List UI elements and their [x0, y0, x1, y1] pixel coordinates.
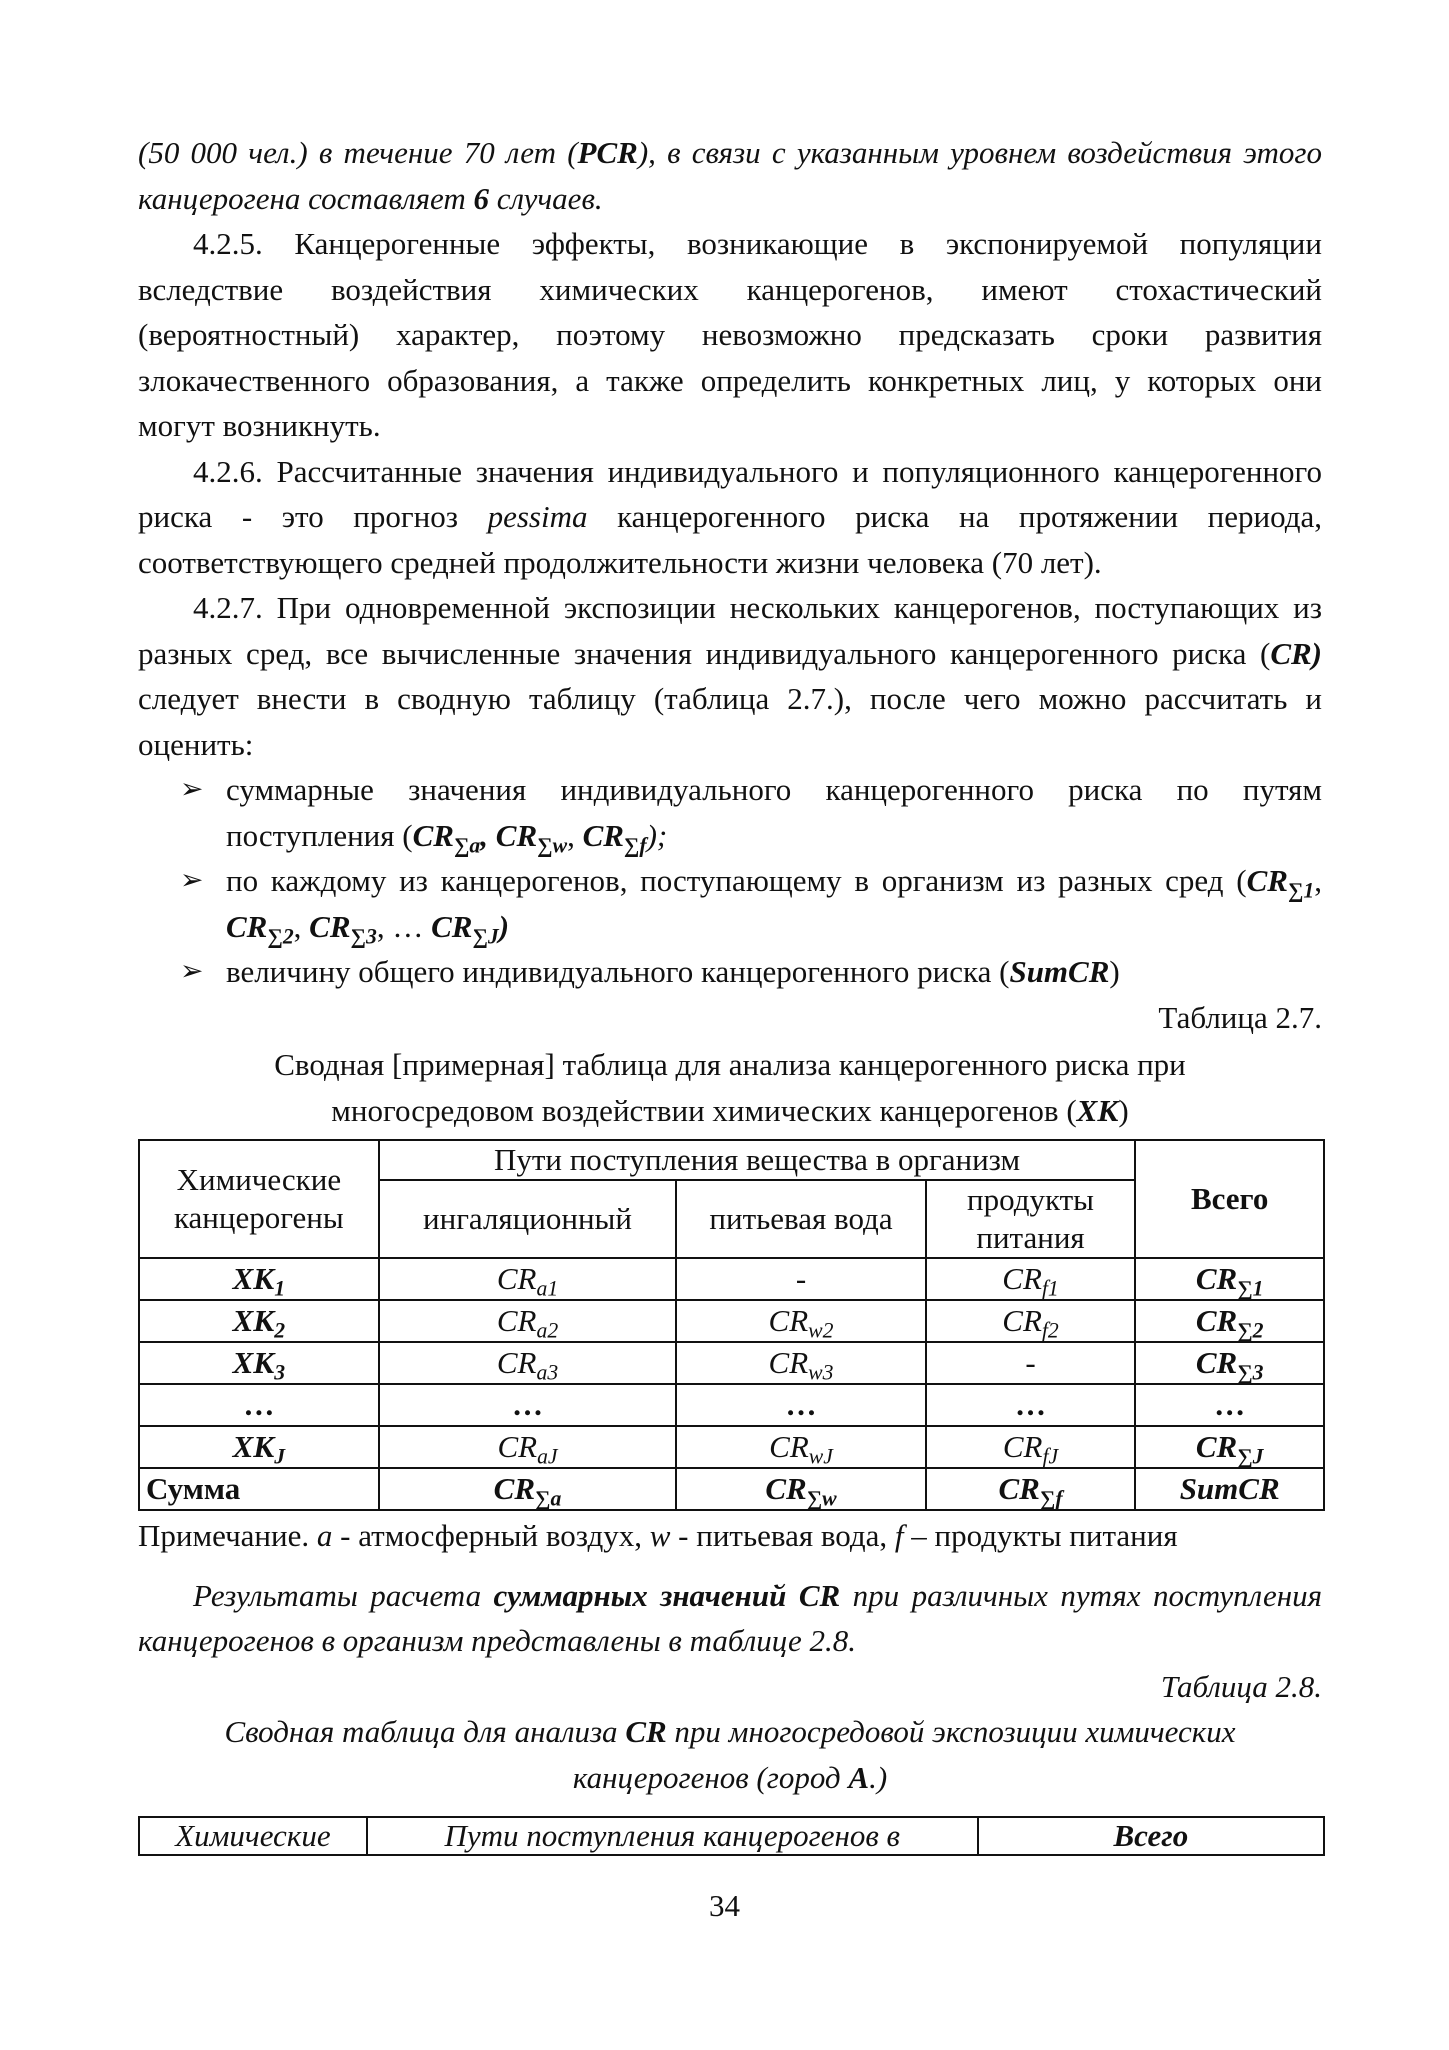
page-number: 34: [709, 1888, 740, 1923]
table-2-8-title: Сводная таблица для анализа CR при многосредовой экспозиции химических канцерогенов (город А.): [224, 1714, 1236, 1795]
header-paths: Пути поступления вещества в организм: [379, 1140, 1136, 1180]
header-chemicals: Химические: [139, 1817, 367, 1855]
paragraph-4-2-5: 4.2.5. Канцерогенные эффекты, возникающие в экспонируемой популяции вследствие воздействия химических канцерогенов, имеют стохастический (вероятностный) характер, поэтому невозможно предсказать сроки развития злокачественного образования, а также определить конкретных лиц, у которых они могут возникнуть.: [138, 226, 1322, 443]
table-2-8-label: Таблица 2.8.: [1160, 1668, 1322, 1704]
table-2-8: [138, 1816, 1325, 1856]
list-item: ➢ величину общего индивидуального канцерогенного риска (SumCR): [138, 949, 1322, 995]
header-chemicals: Химические канцерогены: [139, 1140, 379, 1258]
table-sum-row: Сумма $CR_{\sum a}$ $CR_{\sum w}$ $CR_{\sum f}$ SumCR: [139, 1468, 1324, 1510]
table-2-7-label: Таблица 2.7.: [1158, 999, 1322, 1035]
header-total: Всего: [1135, 1140, 1324, 1258]
header-food: продукты питания: [926, 1180, 1136, 1258]
intro-paragraph: (50 000 чел.) в течение 70 лет (PCR), в связи с указанным уровнем воздействия этого канцерогена составляет 6 случаев.: [138, 135, 1322, 216]
bullet-list: [138, 767, 1322, 995]
header-inhalation: ингаляционный: [379, 1180, 677, 1258]
table-row: $ХК_2$ $CR_{a2}$ $CR_{w2}$ $CR_{f2}$ $CR_{\sum 2}$: [139, 1300, 1324, 1342]
arrow-bullet-icon: ➢: [180, 956, 204, 987]
arrow-bullet-icon: ➢: [180, 774, 204, 805]
paragraph-4-2-6: 4.2.6. Рассчитанные значения индивидуального и популяционного канцерогенного риска - это прогноз pessima канцерогенного риска на протяжении периода, соответствующего средней продолжительности жизни человека (70 лет).: [138, 453, 1322, 580]
header-total: Всего: [978, 1817, 1324, 1855]
document-page: [138, 130, 1322, 1856]
table-2-7: [138, 1139, 1325, 1511]
list-item: ➢ суммарные значения индивидуального канцерогенного риска по путям поступления ($CR_{\sum a}$, $CR_{\sum w}$, $CR_{\sum f}$);: [138, 767, 1322, 858]
header-paths: Пути поступления канцерогенов в: [367, 1817, 978, 1855]
list-item: ➢ по каждому из канцерогенов, поступающему в организм из разных сред ($CR_{\sum 1}$, $CR_{\sum 2}$, $CR_{\sum 3}$, … $CR_{\sum J}$): [138, 858, 1322, 949]
table-2-7-title: Сводная [примерная] таблица для анализа канцерогенного риска при многосредовом воздействии химических канцерогенов (ХК): [274, 1047, 1186, 1128]
table-row: $ХК_3$ $CR_{a3}$ $CR_{w3}$ - $CR_{\sum 3}$: [139, 1342, 1324, 1384]
results-paragraph: Результаты расчета суммарных значений CR при различных путях поступления канцерогенов в организм представлены в таблице 2.8.: [138, 1577, 1322, 1658]
table-row: $ХК_1$ $CR_{a1}$ - $CR_{f1}$ $CR_{\sum 1}$: [139, 1258, 1324, 1300]
table-row: $ХК_J$ $CR_{aJ}$ $CR_{wJ}$ $CR_{fJ}$ $CR_{\sum J}$: [139, 1426, 1324, 1468]
paragraph-4-2-7: 4.2.7. При одновременной экспозиции нескольких канцерогенов, поступающих из разных сред, все вычисленные значения индивидуального канцерогенного риска (CR) следует внести в сводную таблицу (таблица 2.7.), после чего можно рассчитать и оценить:: [138, 590, 1322, 762]
arrow-bullet-icon: ➢: [180, 865, 204, 896]
header-water: питьевая вода: [676, 1180, 925, 1258]
table-note: Примечание. а - атмосферный воздух, w - питьевая вода, f – продукты питания: [138, 1518, 1178, 1553]
table-row: … … … … …: [139, 1384, 1324, 1426]
